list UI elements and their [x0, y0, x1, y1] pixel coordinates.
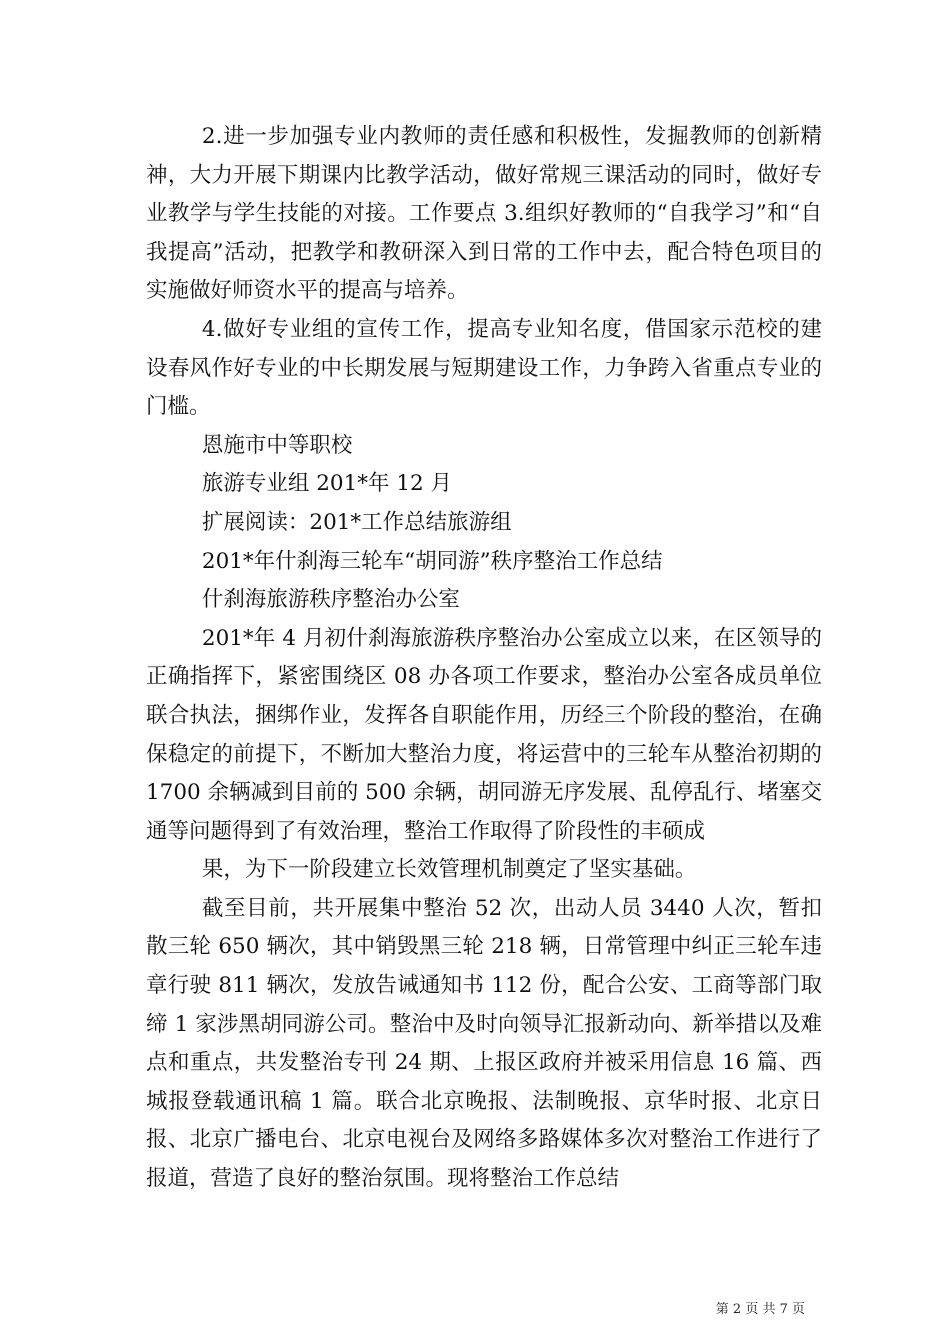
school-name: 恩施市中等职校 — [201, 432, 353, 458]
paragraph-item-4: 4.做好专业组的宣传工作，提高专业知名度，借国家示范校的建设春风作好专业的中长期发展与短期建设工作，力争跨入省重点专业的门槛。 — [146, 316, 822, 420]
report-title: 201*年什刹海三轮车“胡同游”秩序整治工作总结 — [201, 548, 663, 574]
office-name: 什刹海旅游秩序整治办公室 — [201, 587, 460, 613]
group-date: 旅游专业组 201*年 12 月 — [201, 471, 453, 497]
result-paragraph: 果，为下一阶段建立长效管理机制奠定了坚实基础。 — [201, 857, 697, 883]
extended-reading: 扩展阅读：201*工作总结旅游组 — [201, 509, 512, 535]
stats-paragraph: 截至目前，共开展集中整治 52 次，出动人员 3440 人次，暂扣散三轮 650 辆次，其中销毁黑三轮 218 辆，日常管理中纠正三轮车违章行驶 811 辆次，发放告诫通知书 112 份，配合公安、工商等部门取缔 1 家涉黑胡同游公司。整治中及时向领导汇报新动向、新举措以及难点和重点，共发整治专刊 24 期、上报区政府并被采用信息 16 篇、西城报登载通讯稿 1 篇。联合北京晚报、法制晚报、京华时报、北京日报、北京广播电台、北京电视台及网络多路媒体多次对整治工作进行了报道，营造了良好的整治氛围。现将整治工作总结 — [146, 895, 822, 1192]
intro-paragraph: 201*年 4 月初什刹海旅游秩序整治办公室成立以来，在区领导的正确指挥下，紧密围绕区 08 办各项工作要求，整治办公室各成员单位联合执法，捆绑作业，发挥各自职能作用，历经三个阶段的整治，在确保稳定的前提下，不断加大整治力度，将运营中的三轮车从整治初期的 1700 余辆减到目前的 500 余辆，胡同游无序发展、乱停乱行、堵塞交通等问题得到了有效治理，整治工作取得了阶段性的丰硕成 — [146, 625, 822, 844]
page-number-footer: 第 2 页 共 7 页 — [715, 1302, 805, 1317]
paragraph-item-2: 2.进一步加强专业内教师的责任感和积极性，发掘教师的创新精神，大力开展下期课内比教学活动，做好常规三课活动的同时，做好专业教学与学生技能的对接。工作要点 3.组织好教师的“自我学习”和“自我提高”活动，把教学和教研深入到日常的工作中去，配合特色项目的实施做好师资水平的提高与培养。 — [146, 124, 822, 304]
document-body — [146, 118, 822, 1199]
